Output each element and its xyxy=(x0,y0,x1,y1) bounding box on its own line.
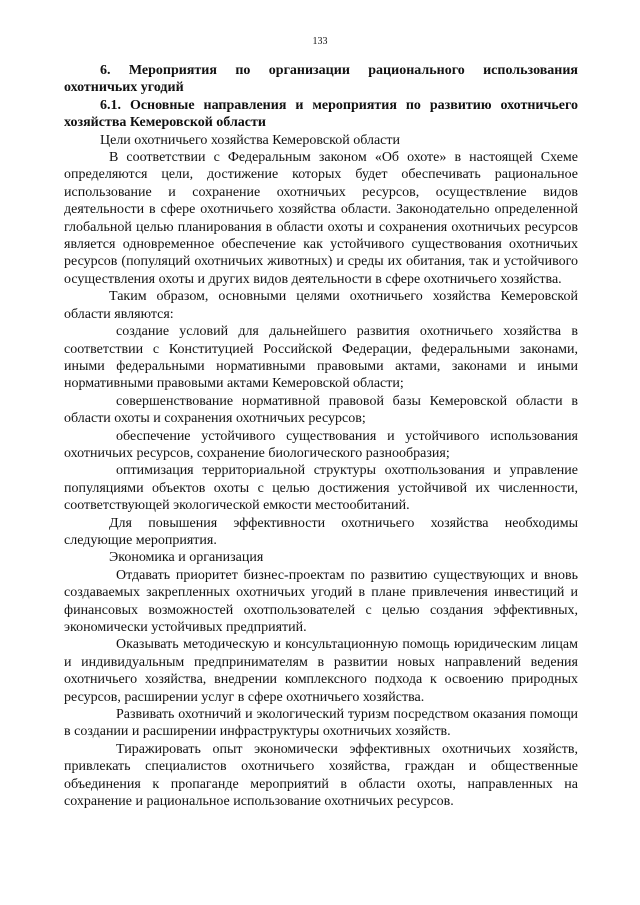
economy-item: Отдавать приоритет бизнес-проектам по развитию существующих и вновь создаваемых закрепленных охотничьих угодий в плане привлечения инвестиций и финансовых возможностей охотпользователей с целью создания эффективных, экономически устойчивых предприятий. xyxy=(64,567,578,635)
goal-item: обеспечение устойчивого существования и устойчивого использования охотничьих ресурсов, сохранение биологического разнообразия; xyxy=(64,428,578,461)
paragraph-goals-lead: Таким образом, основными целями охотничьего хозяйства Кемеровской области являются: xyxy=(64,289,578,322)
economy-item: Оказывать методическую и консультационную помощь юридическим лицам и индивидуальным предпринимателям в развитии новых направлений ведения охотничьего хозяйства, внедрении комплексного подхода к освоению природных ресурсов, расширении услуг в сфере охотничьего хозяйства. xyxy=(64,637,578,705)
subheading-economy: Экономика и организация xyxy=(109,550,264,566)
paragraph-intro: В соответствии с Федеральным законом «Об охоте» в настоящей Схеме определяются цели, достижение которых будет обеспечивать рациональное использование и сохранение охотничьих ресурсов, осуществление видов деятельности в сфере охотничьего хозяйства области. Законодательно определенной глобальной целью планирования в области охоты и сохранения охотничьих ресурсов является одновременное обеспечение как устойчивого существования охотничьих ресурсов (популяций охотничьих животных) и среды их обитания, так и устойчивого осуществления охоты и других видов деятельности в сфере охотничьего хозяйства. xyxy=(64,150,578,287)
goal-item: оптимизация территориальной структуры охотпользования и управление популяциями объектов охоты с целью достижения устойчивой их численности, соответствующей экологической емкости местообитаний. xyxy=(64,463,578,514)
section-heading-6-1: 6.1. Основные направления и мероприятия по развитию охотничьего хозяйства Кемеровской области xyxy=(64,97,578,131)
section-heading-6: 6. Мероприятия по организации рационального использования охотничьих угодий xyxy=(64,63,578,96)
page-content xyxy=(64,62,578,810)
economy-item: Развивать охотничий и экологический туризм посредством оказания помощи в создании и расширении инфраструктуры охотничьих хозяйств. xyxy=(64,707,578,740)
page-number: 133 xyxy=(312,36,328,47)
economy-item: Тиражировать опыт экономически эффективных охотничьих хозяйств, привлекать специалистов охотничьего хозяйства, граждан и общественные объединения к пропаганде мероприятий в области охоты, направленных на сохранение и рациональное использование охотничьих ресурсов. xyxy=(64,741,578,810)
paragraph-measures-lead: Для повышения эффективности охотничьего хозяйства необходимы следующие мероприятия. xyxy=(64,515,578,548)
subheading-goals: Цели охотничьего хозяйства Кемеровской области xyxy=(100,132,400,148)
goal-item: создание условий для дальнейшего развития охотничьего хозяйства в соответствии с Конституцией Российской Федерации, федеральными законами, иными федеральными нормативными правовыми актами, законами и иными нормативными правовыми актами Кемеровской области; xyxy=(64,324,578,392)
goal-item: совершенствование нормативной правовой базы Кемеровской области в области охоты и сохранения охотничьих ресурсов; xyxy=(64,393,578,427)
